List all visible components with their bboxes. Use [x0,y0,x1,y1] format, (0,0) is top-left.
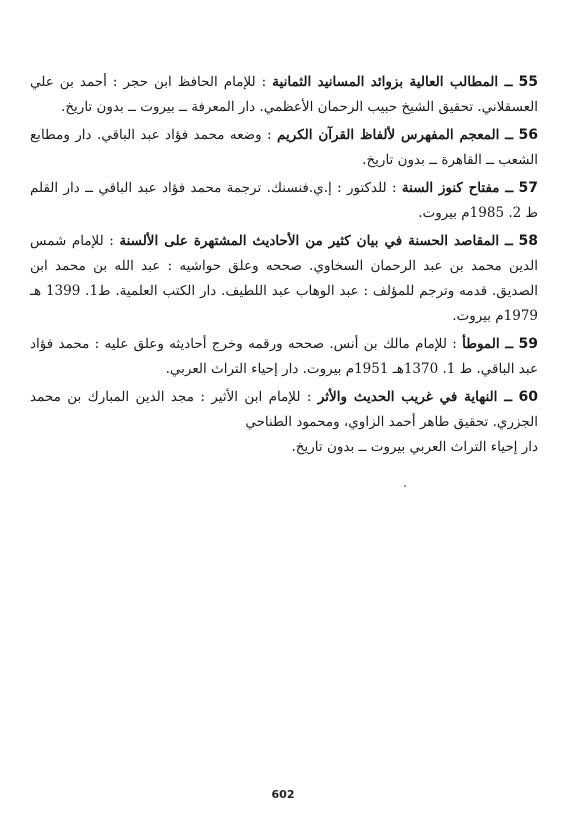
entry-publisher-line: دار إحياء التراث العربي بيروت ــ بدون تاريخ. [291,439,538,455]
bibliography-list [30,70,538,463]
entry-body: : للإمام ابن الأثير : مجد الدين المبارك بن محمد الجزري. تحقيق طاهر أحمد الزاوي، ومحمود الطناحي [30,389,538,430]
entry-body: : للإمام شمس الدين محمد بن عبد الرحمان السخاوي. صححه وعلق حواشيه : عبد الله بن محمد ابن الصديق. قدمه وترجم للمؤلف : عبد الوهاب عبد اللطيف. دار الكتب العلمية. ط1. 1399 هـ 1979م بيروت. [30,233,538,324]
bibliography-entry-57 [30,176,538,226]
bibliography-entry-58 [30,229,538,329]
entry-title: ــ النهاية في غريب الحديث والأثر [317,389,513,405]
bibliography-entry-60 [30,385,538,460]
entry-number: 56 [518,127,539,143]
entry-number: 60 [518,389,539,405]
entry-title: ــ المطالب العالية بزوائد المسانيد الثمانية [272,74,513,90]
entry-body: : للإمام مالك بن أنس. صححه ورقمه وخرج أحاديثه وعلق عليه : محمد فؤاد عبد الباقي. ط 1. 1370هـ 1951م بيروت. دار إحياء التراث العربي. [30,336,538,377]
entry-number: 55 [518,74,538,90]
entry-number: 59 [518,336,538,352]
entry-body: : للإمام الحافظ ابن حجر : أحمد بن علي العسقلاني. تحقيق الشيخ حبيب الرحمان الأعظمي. دار المعرفة ــ بيروت ــ بدون تاريخ. [30,74,538,115]
bibliography-entry-56 [30,123,538,173]
entry-title: ــ مفتاح كنوز السنة [401,180,514,196]
entry-number: 57 [518,180,539,196]
bibliography-entry-59 [30,332,538,382]
entry-title: ــ الموطأ [462,336,514,352]
ink-speck [404,485,406,487]
entry-number: 58 [518,233,538,249]
entry-title: ــ المعجم المفهرس لألفاظ القرآن الكريم [277,127,514,143]
entry-title: ــ المقاصد الحسنة في بيان كثير من الأحاديث المشتهرة على الألسنة [119,233,513,249]
entry-body: : للدكتور : إ.ي.فنسنك. ترجمة محمد فؤاد عبد الباقي ــ دار القلم ط 2. 1985م بيروت. [30,180,538,221]
page-number: 602 [271,788,295,801]
entry-body: : وضعه محمد فؤاد عبد الباقي. دار ومطابع الشعب ــ القاهرة ــ بدون تاريخ. [30,127,538,168]
bibliography-entry-55 [30,70,538,120]
